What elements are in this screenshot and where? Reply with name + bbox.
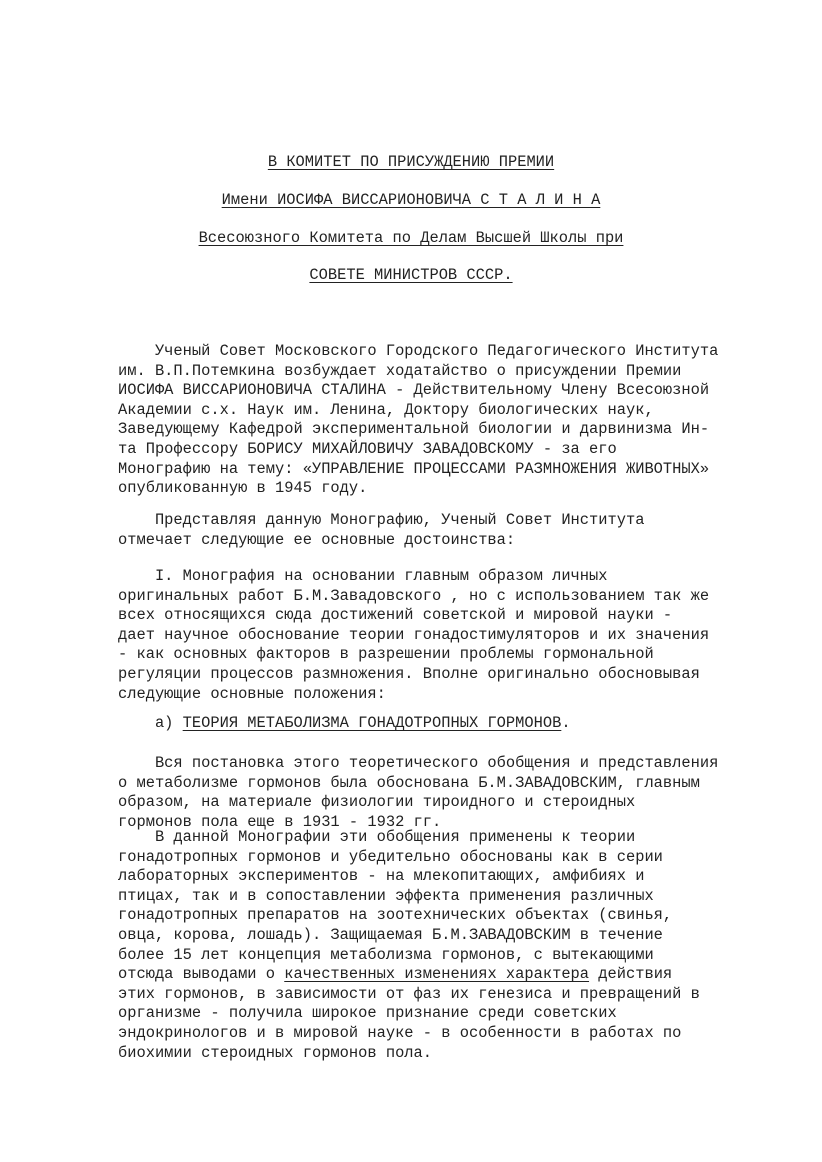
text-line: оригинальных работ Б.М.Завадовского , но с использованием так же (118, 586, 710, 605)
heading-stalin-prize: Имени ИОСИФА ВИССАРИОНОВИЧА С Т А Л И Н А (221, 191, 601, 209)
text-line: - как основных факторов в разрешении проблемы гормональной (118, 645, 654, 664)
section-a-heading (118, 714, 778, 734)
text-line: Вся постановка этого теоретического обобщения и представления (118, 754, 719, 772)
text-line: образом, на материале физиологии тироидного и стероидных (118, 793, 636, 812)
text-line: Представляя данную Монографию, Ученый Совет Института (118, 511, 645, 529)
heading-council-ministers: СОВЕТЕ МИНИСТРОВ СССР. (309, 266, 513, 284)
heading-higher-school: Всесоюзного Комитета по Делам Высшей Школы при (198, 229, 624, 247)
underlined-phrase: качественных изменениях характера (284, 965, 590, 984)
text-line (118, 965, 778, 985)
text-line: ИОСИФА ВИССАРИОНОВИЧА СТАЛИНА - Действительному Члену Всесоюзной (118, 381, 710, 400)
text-line: Ученый Совет Московского Городского Педагогического Института (118, 342, 719, 360)
text-line: о метаболизме гормонов была обоснована Б.М.ЗАВАДОВСКИМ, главным (118, 773, 700, 792)
heading-committee: В КОМИТЕТ ПО ПРИСУЖДЕНИЮ ПРЕМИИ (267, 153, 555, 171)
text-line: им. В.П.Потемкина возбуждает ходатайство о присуждении Премии (118, 361, 682, 380)
text-line: та Профессору БОРИСУ МИХАЙЛОВИЧУ ЗАВАДОВСКОМУ - за его (118, 439, 617, 458)
paragraph-point-one (118, 567, 778, 704)
text-line: биохимии стероидных гормонов пола. (118, 1043, 433, 1062)
paragraph-petition (118, 342, 778, 499)
text-line: I. Монография на основании главным образом личных (118, 567, 608, 585)
text-segment: отсюда выводами о (118, 965, 285, 984)
paragraph-monograph-application (118, 828, 778, 1063)
text-line (118, 714, 778, 734)
text-line: опубликованную в 1945 году. (118, 479, 368, 498)
text-line: гонадотропных гормонов и убедительно обоснованы как в серии (118, 847, 663, 866)
section-a-prefix: а) (118, 714, 183, 732)
text-line: дает научное обоснование теории гонадостимуляторов и их значения (118, 625, 710, 644)
text-line: отмечает следующие ее основные достоинства: (118, 530, 516, 549)
text-line: лабораторных экспериментов - на млекопитающих, амфибиях и (118, 867, 645, 886)
text-line: гонадотропных препаратов на зоотехнических объектах (свинья, (118, 906, 673, 925)
text-line: следующие основные положения: (118, 684, 386, 703)
text-line: Монографию на тему: «УПРАВЛЕНИЕ ПРОЦЕССАМИ РАЗМНОЖЕНИЯ ЖИВОТНЫХ» (118, 459, 710, 478)
text-line: эндокринологов и в мировой науке - в особенности в работах по (118, 1023, 682, 1042)
text-line: птицах, так и в сопоставлении эффекта применения различных (118, 886, 654, 905)
text-segment: действия (589, 965, 673, 984)
text-line: регуляции процессов размножения. Вполне оригинально обосновывая (118, 664, 700, 683)
paragraph-metabolism (118, 754, 778, 832)
paragraph-presenting (118, 511, 778, 550)
text-line: более 15 лет концепция метаболизма гормонов, с вытекающими (118, 945, 654, 964)
text-line: Академии с.х. Наук им. Ленина, Доктору биологических наук, (118, 400, 654, 419)
text-line: этих гормонов, в зависимости от фаз их генезиса и превращений в (118, 984, 700, 1003)
text-line: овца, корова, лошадь). Защищаемая Б.М.ЗАВАДОВСКИМ в течение (118, 925, 663, 944)
section-a-title: ТЕОРИЯ МЕТАБОЛИЗМА ГОНАДОТРОПНЫХ ГОРМОНОВ (182, 714, 562, 732)
text-line: организме - получила широкое признание среди советских (118, 1004, 617, 1023)
text-line: Заведующему Кафедрой экспериментальной биологии и дарвинизма Ин- (118, 420, 710, 439)
text-line: В данной Монографии эти обобщения применены к теории (118, 828, 636, 846)
section-a-suffix: . (561, 714, 571, 732)
text-line: всех относящихся сюда достижений советской и мировой науки - (118, 606, 673, 625)
text-line: гормонов пола еще в 1931 - 1932 гг. (118, 812, 442, 831)
